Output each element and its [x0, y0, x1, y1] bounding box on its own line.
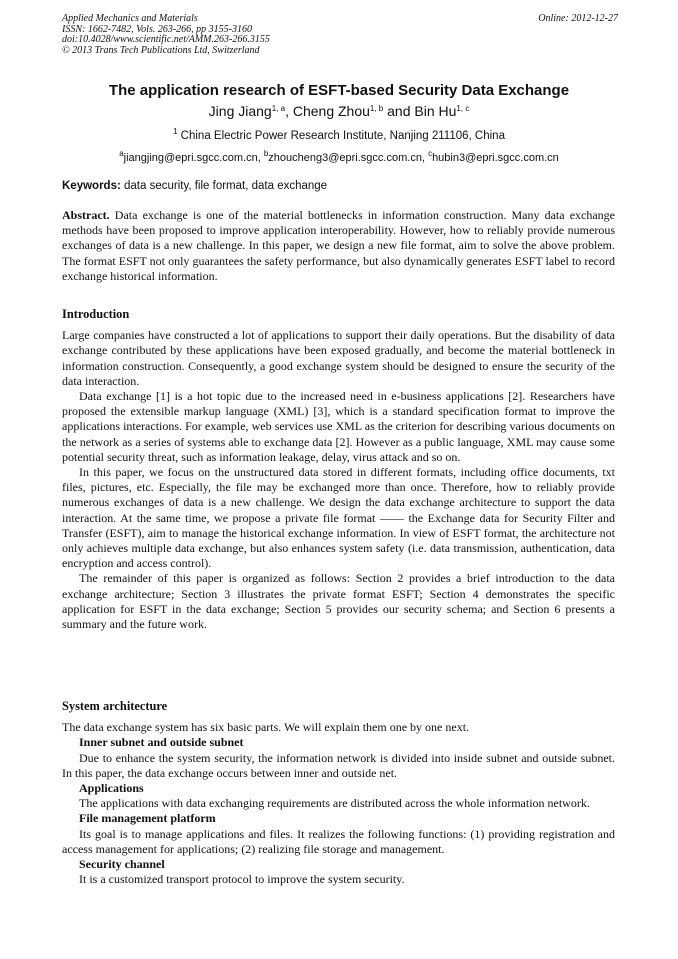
system-architecture-section [62, 699, 615, 887]
introduction-section [62, 307, 615, 632]
keywords-label: Keywords: [62, 180, 121, 192]
paragraph: The data exchange system has six basic parts. We will explain them one by one next. [62, 720, 470, 735]
affiliation-text: China Electric Power Research Institute, Nanjing 211106, China [180, 130, 505, 142]
email-sup: a [119, 149, 124, 158]
paragraph: Data exchange [1] is a hot topic due to the increased need in e-business applications [2]. Researchers have proposed the extensible markup language (XML) [3], which is a standard specification format to improve the applications interactions. For example, web services use XML as the criterion for describing various documents on the network as a series of systems able to exchange data [2]. However as a public language, XML may cause some potential security threat, such as information leakage, delay, virus attack and so on. [62, 389, 615, 464]
abstract [62, 208, 615, 284]
copyright-line: © 2013 Trans Tech Publications Ltd, Switzerland [62, 44, 260, 56]
email-link[interactable]: zhoucheng3@epri.sgcc.com.cn [268, 152, 422, 164]
paragraph: The applications with data exchanging requirements are distributed across the whole information network. [79, 796, 590, 811]
author-sup: 1, b [369, 104, 384, 113]
email-sup: c [428, 149, 433, 158]
email-link[interactable]: jiangjing@epri.sgcc.com.cn [123, 152, 258, 164]
journal-header [62, 14, 618, 56]
keywords-text: data security, file format, data exchange [124, 180, 328, 192]
paragraph: The remainder of this paper is organized as follows: Section 2 provides a brief introduction to the data exchange architecture; Section 3 illustrates the private format ESFT; Section 4 demonstrates the specific application for ESFT in the data exchange; Section 5 provides our security schema; and Section 6 presents a summary and the future work. [62, 571, 615, 632]
paragraph: Large companies have constructed a lot of applications to support their daily operations. But the disability of data exchange contributed by these applications have been exposed gradually, and become the material bottleneck in information construction. Consequently, a good exchange system should be designed to ensure the security of the data interaction. [62, 328, 615, 388]
section-heading: Introduction [62, 307, 130, 321]
subsection-heading: File management platform [79, 811, 216, 826]
email-link[interactable]: hubin3@epri.sgcc.com.cn [432, 152, 559, 164]
paragraph: It is a customized transport protocol to improve the system security. [79, 872, 405, 887]
subsection-heading: Inner subnet and outside subnet [79, 735, 244, 750]
section-heading: System architecture [62, 699, 168, 713]
paragraph: Its goal is to manage applications and files. It realizes the following functions: (1) providing registration and access management for applications; (2) realizing file storage and management. [62, 826, 615, 856]
author-sup: 1, a [271, 104, 286, 113]
paragraph: Due to enhance the system security, the information network is divided into inside subnet and outside subnet. In this paper, the data exchange occurs between inner and outside net. [62, 750, 615, 780]
author-name: Jing Jiang [208, 103, 272, 119]
paragraph: In this paper, we focus on the unstructured data stored in different formats, including office documents, txt files, pictures, etc. Especially, the file may be exchanged more than once. Therefore, how to reliably provide numerous exchanges of data is a new challenge. We design the data exchange architecture to support the data interaction. At the same time, we propose a private file format —— the Exchange data for Security Filter and Transfer (ESFT), aim to manage the historical exchange information. In view of ESFT format, the architecture not only achieves multiple data exchange, but also enhances system safety (i.e. data transmission, authentication, data encryption and access control). [62, 465, 615, 571]
email-list: $^a$jiangjing@epri.sgcc.com.cn, $^b$zhoucheng3@epri.sgcc.com.cn, $^c$hubin3@epri.sgcc.com.cn [119, 149, 559, 164]
subsection-heading: Security channel [79, 857, 165, 872]
author-name: Cheng Zhou [292, 103, 370, 119]
abstract-text: Data exchange is one of the material bottlenecks in information construction. Many data exchange methods have been proposed to improve application interoperability. However, how to reliably provide numerous exchanges of data is a new challenge. In this paper, we design a new file format, aim to solve the above problem. The format ESFT not only guarantees the safety performance, but also dynamically generates ESFT label to record exchange historical information. [62, 208, 616, 283]
online-date: Online: 2012-12-27 [538, 13, 618, 24]
email-sup: b [263, 149, 269, 158]
author-name: Bin Hu [414, 103, 457, 119]
subsection-heading: Applications [79, 781, 144, 796]
affiliation [40, 127, 638, 142]
affiliation-sup: 1 [173, 127, 178, 136]
abstract-label: Abstract. [62, 208, 110, 222]
author-list: Jing Jiang$^{1, a}$, Cheng Zhou$^{1, b}$ and Bin Hu$^{1, c}$ [208, 103, 470, 119]
doi-line: doi:10.4028/www.scientific.net/AMM.263-266.3155 [62, 34, 270, 46]
journal-name: Applied Mechanics and Materials [62, 13, 198, 24]
keywords [62, 180, 618, 192]
paper-title: The application research of ESFT-based Security Data Exchange [108, 82, 570, 99]
issn-line: ISSN: 1662-7482, Vols. 263-266, pp 3155-3160 [62, 23, 252, 35]
author-sup: 1, c [456, 104, 470, 113]
